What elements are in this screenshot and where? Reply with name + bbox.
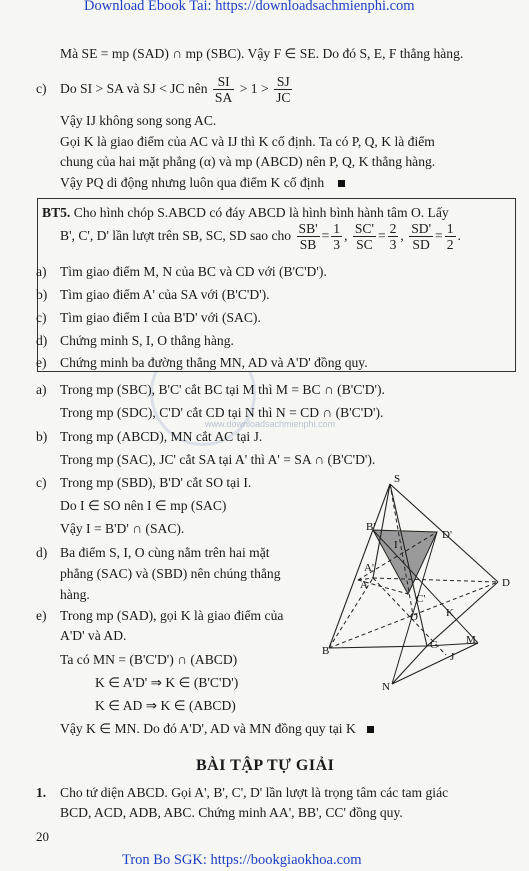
text-line: Gọi K là giao điểm của AC và IJ thì K cố định. Ta có P, Q, K là điểm (60, 134, 435, 149)
label-C-prime: C' (416, 593, 426, 605)
solution-e-line4: K ∈ A'D' ⇒ K ∈ (B'C'D') (95, 675, 239, 690)
text-line: Vậy IJ không song song AC. (60, 113, 217, 128)
solution-b-label: b) (36, 429, 48, 444)
question-c-text: Tìm giao điểm I của B'D' với (SAC). (60, 310, 261, 325)
solution-b-line1: Trong mp (ABCD), MN cắt AC tại J. (60, 429, 263, 444)
label-M: M (466, 634, 476, 646)
label-K: K (446, 607, 454, 619)
label-C: C (430, 639, 438, 651)
exercise-1-line2: BCD, ACD, ADB, ABC. Chứng minh AA', BB', CC' đồng quy. (60, 805, 403, 820)
text-line: Vậy PQ di động nhưng luôn qua điểm K cố định (60, 173, 345, 192)
solution-a-label: a) (36, 382, 47, 397)
label-S: S (394, 473, 401, 485)
question-e: e) (36, 355, 47, 370)
solution-a-line1: Trong mp (SBC), B'C' cắt BC tại M thì M = BC ∩ (B'C'D'). (60, 382, 385, 397)
item-label-c: c) (36, 81, 47, 96)
exercise-1-line1: Cho tứ diện ABCD. Gọi A', B', C', D' lần lượt là trọng tâm các tam giác (60, 785, 449, 800)
question-b-text: Tìm giao điểm A' của SA với (B'C'D'). (60, 287, 270, 302)
solution-d-line2: phẳng (SAC) và (SBD) nên chúng thẳng (60, 566, 281, 581)
question-a-text: Tìm giao điểm M, N của BC và CD với (B'C'D'). (60, 264, 327, 279)
end-proof-mark (338, 180, 345, 187)
label-D-prime: D' (442, 529, 452, 541)
fraction-si-sa: $\frac{SI}{SA}$ (214, 74, 233, 106)
solution-c-label: c) (36, 475, 47, 490)
solution-e-line2: A'D' và AD. (60, 628, 127, 643)
fraction-sj-jc: $\frac{SJ}{JC}$ (276, 74, 291, 106)
solution-d-label: d) (36, 545, 48, 560)
solution-e-line6: Vậy K ∈ MN. Do đó A'D', AD và MN đồng quy tại K (60, 719, 374, 738)
solution-e-label: e) (36, 608, 47, 623)
bt5-first-line: BT5. Cho hình chóp S.ABCD có đáy ABCD là hình bình hành tâm O. Lấy (42, 205, 449, 220)
solution-d-line1: Ba điểm S, I, O cùng nằm trên hai mặt (60, 545, 270, 560)
question-b: b) (36, 287, 48, 302)
question-e-text: Chứng minh ba đường thẳng MN, AD và A'D' đồng quy. (60, 355, 368, 370)
solution-c-line1: Trong mp (SBD), B'D' cắt SO tại I. (60, 475, 252, 490)
label-A: A (360, 579, 368, 591)
label-I: I (394, 539, 398, 551)
download-header-link[interactable]: Download Ebook Tai: https://downloadsachmienphi.com (84, 0, 415, 14)
solution-a-line2: Trong mp (SDC), C'D' cắt CD tại N thì N = CD ∩ (B'C'D'). (60, 405, 384, 420)
section-title: BÀI TẬP TỰ GIẢI (196, 757, 335, 774)
question-d: d) (36, 333, 48, 348)
end-proof-mark (367, 726, 374, 733)
text-line: Mà SE = mp (SAD) ∩ mp (SBC). Vậy F ∈ SE. Do đó S, E, F thẳng hàng. (60, 46, 464, 61)
question-c: c) (36, 310, 47, 325)
solution-e-line1: Trong mp (SAD), gọi K là giao điểm của (60, 608, 284, 623)
solution-b-line2: Trong mp (SAC), JC' cắt SA tại A' thì A' = SA ∩ (B'C'D'). (60, 452, 376, 467)
text-line: chung của hai mặt phẳng (α) và mp (ABCD) nên P, Q, K thẳng hàng. (60, 154, 436, 169)
pyramid-figure (318, 470, 523, 695)
question-a: a) (36, 264, 47, 279)
solution-e-line5: K ∈ AD ⇒ K ∈ (ABCD) (95, 698, 236, 713)
solution-d-line3: hàng. (60, 587, 90, 602)
exercise-1-number: 1. (36, 785, 47, 800)
solution-e-line3: Ta có MN = (B'C'D') ∩ (ABCD) (60, 652, 238, 667)
ratio-line: Do SI > SA và SJ < JC nên $\frac{SI}{SA}$ > 1 > $\frac{SJ}{JC}$ (60, 74, 291, 106)
watermark-text: www.downloadsachmienphi.com (205, 419, 336, 429)
label-J: J (450, 651, 455, 663)
label-O: O (410, 611, 418, 623)
question-d-text: Chứng minh S, I, O thẳng hàng. (60, 333, 234, 348)
label-B: B (322, 645, 330, 657)
label-N: N (382, 681, 390, 693)
bt5-ratios-line: B', C', D' lần lượt trên SB, SC, SD sao cho $\frac{SB'}{SB}$ = $\frac{1}{3}$ , $\frac{SC'}{SC}$ = $\frac{2}{3}$ , $\frac{SD'}{SD}$ = $\frac{1}{2}$ . (60, 221, 461, 253)
label-B-prime: B' (366, 521, 376, 533)
page-number: 20 (36, 829, 49, 844)
solution-c-line3: Vậy I = B'D' ∩ (SAC). (60, 521, 185, 536)
solution-c-line2: Do I ∈ SO nên I ∈ mp (SAC) (60, 498, 227, 513)
bookgiaokhoa-footer-link[interactable]: Tron Bo SGK: https://bookgiaokhoa.com (122, 852, 362, 868)
label-D: D (502, 577, 510, 589)
label-A-prime: A' (364, 562, 374, 574)
